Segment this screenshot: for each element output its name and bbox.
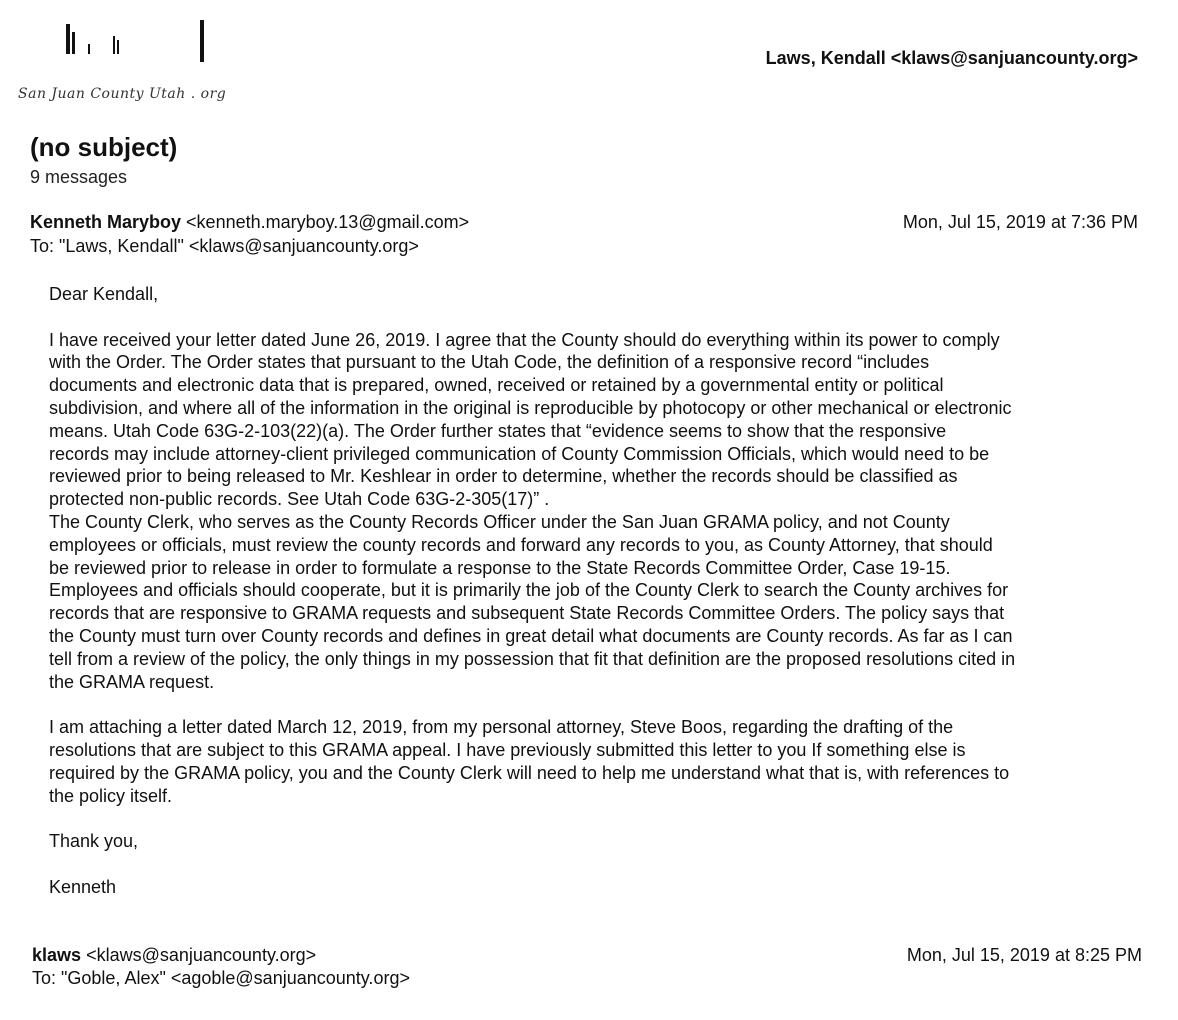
- body-line: records that are responsive to GRAMA requests and subsequent State Records Committee Orders. The policy says that: [49, 603, 1005, 624]
- message-recipient: To: "Laws, Kendall" <klaws@sanjuancounty.org>: [30, 236, 419, 256]
- county-logo: [58, 18, 218, 68]
- thread-subject: (no subject): [30, 132, 178, 162]
- body-line: with the Order. The Order states that pursuant to the Utah Code, the definition of a responsive record “includes: [49, 352, 930, 373]
- body-line: the County must turn over County records and defines in great detail what documents are County records. As far as I can: [49, 625, 1013, 646]
- body-line: required by the GRAMA policy, you and the County Clerk will need to help me understand what that is, with references to: [49, 762, 1010, 783]
- message-count: 9 messages: [30, 167, 128, 187]
- signature: Kenneth: [49, 876, 117, 897]
- body-line: the policy itself.: [49, 785, 173, 806]
- message-date: Mon, Jul 15, 2019 at 8:25 PM: [906, 945, 1142, 965]
- body-line: The County Clerk, who serves as the County Records Officer under the San Juan GRAMA policy, and not County: [49, 511, 950, 532]
- closing: Thank you,: [49, 831, 139, 852]
- body-line: employees or officials, must review the county records and forward any records to you, as County Attorney, that should: [49, 534, 993, 555]
- body-line: tell from a review of the policy, the only things in my possession that fit that definition are the proposed resolutions cited in: [49, 648, 1016, 669]
- body-line: Employees and officials should cooperate, but it is primarily the job of the County Clerk to search the County archives for: [49, 580, 1009, 601]
- body-line: be reviewed prior to release in order to formulate a response to the State Records Committee Order, Case 19-15.: [49, 557, 951, 578]
- body-line: means. Utah Code 63G-2-103(22)(a). The Order further states that “evidence seems to show that the responsive: [49, 420, 947, 441]
- body-line: records may include attorney-client privileged communication of County Commission Officials, which would need to be: [49, 443, 990, 464]
- body-line: reviewed prior to being released to Mr. Keshlear in order to determine, whether the records should be classified as: [49, 466, 958, 487]
- message-sender: [32, 945, 316, 966]
- message-recipient: To: "Goble, Alex" <agoble@sanjuancounty.org>: [32, 968, 410, 988]
- body-line: subdivision, and where all of the information in the original is reproducible by photocopy or other mechanical or electronic: [49, 397, 1012, 418]
- body-line: resolutions that are subject to this GRAMA appeal. I have previously submitted this letter to you If something else is: [49, 739, 966, 760]
- sender-name: Kenneth Maryboy: [30, 212, 182, 232]
- message-date: Mon, Jul 15, 2019 at 7:36 PM: [902, 212, 1138, 232]
- logo-caption: San Juan County Utah . org: [18, 86, 227, 102]
- body-line: protected non-public records. See Utah Code 63G-2-305(17)” .: [49, 489, 550, 510]
- body-line: documents and electronic data that is prepared, owned, received or retained by a governmental entity or political: [49, 375, 944, 396]
- sender-name: klaws: [32, 945, 82, 965]
- message-sender: [30, 212, 469, 233]
- body-line: I am attaching a letter dated March 12, 2019, from my personal attorney, Steve Boos, regarding the drafting of the: [49, 717, 954, 738]
- sender-email: <klaws@sanjuancounty.org>: [86, 945, 317, 965]
- sender-email: <kenneth.maryboy.13@gmail.com>: [186, 212, 470, 232]
- greeting: Dear Kendall,: [49, 284, 159, 304]
- body-line: I have received your letter dated June 26, 2019. I agree that the County should do everything within its power to comply: [49, 329, 1000, 350]
- message-body: [49, 283, 1139, 899]
- account-name: Laws, Kendall <klaws@sanjuancounty.org>: [765, 48, 1138, 68]
- body-line: the GRAMA request.: [49, 671, 215, 692]
